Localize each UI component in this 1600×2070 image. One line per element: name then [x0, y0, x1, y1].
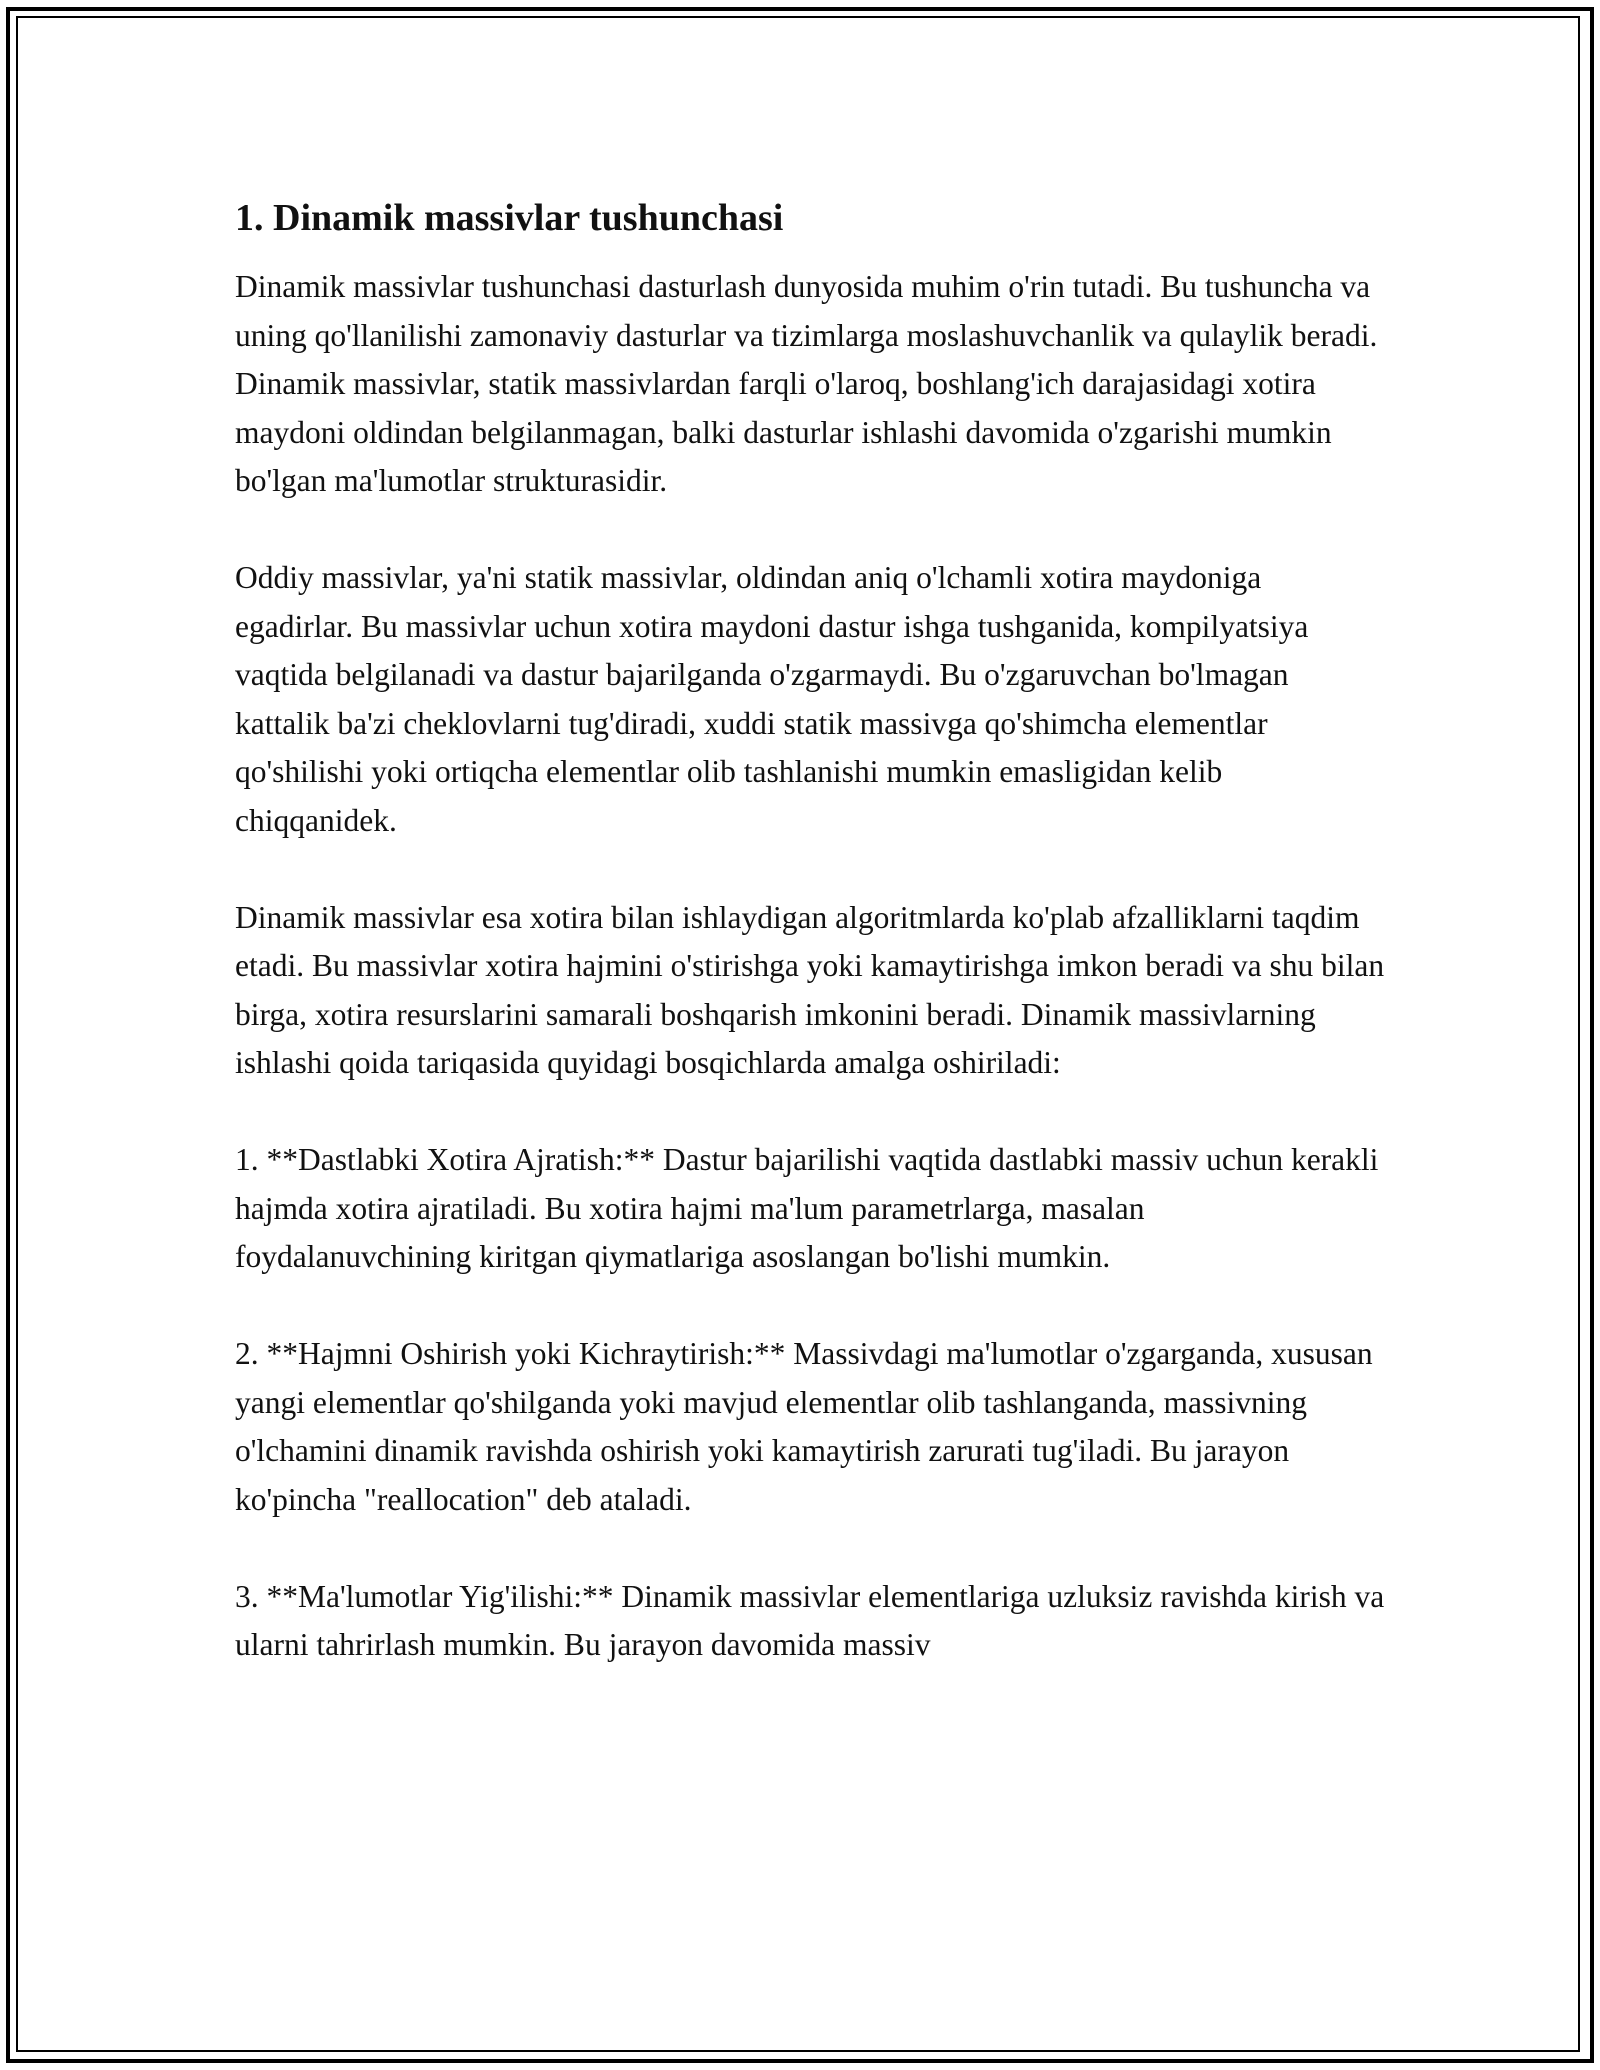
list-item-resize: 2. **Hajmni Oshirish yoki Kichraytirish:** Massivdagi ma'lumotlar o'zgarganda, xususan yangi elementlar qo'shilganda yoki mavjud elementlar olib tashlanganda, massivning o'lchamini dinamik ravishda oshirish yoki kamaytirish zarurati tug'iladi. Bu jarayon ko'pincha "reallocation" deb ataladi.	[235, 1336, 1373, 1517]
paragraph-intro: Dinamik massivlar tushunchasi dasturlash dunyosida muhim o'rin tutadi. Bu tushuncha va uning qo'llanilishi zamonaviy dasturlar va tizimlarga moslashuvchanlik va qulaylik beradi. Dinamik massivlar, statik massivlardan farqli o'laroq, boshlang'ich darajasidagi xotira maydoni oldindan belgilanmagan, balki dasturlar ishlashi davomida o'zgarishi mumkin bo'lgan ma'lumotlar strukturasidir.	[235, 269, 1378, 499]
document-body	[235, 180, 1385, 1718]
list-item-initial-allocation: 1. **Dastlabki Xotira Ajratish:** Dastur bajarilishi vaqtida dastlabki massiv uchun kerakli hajmda xotira ajratiladi. Bu xotira hajmi ma'lum parametrlarga, masalan foydalanuvchining kiritgan qiymatlariga asoslangan bo'lishi mumkin.	[235, 1142, 1379, 1275]
section-heading: 1. Dinamik massivlar tushunchasi	[235, 197, 784, 239]
paragraph-dynamic-arrays: Dinamik massivlar esa xotira bilan ishlaydigan algoritmlarda ko'plab afzalliklarni taqdim etadi. Bu massivlar xotira hajmini o'stirishga yoki kamaytirishga imkon beradi va shu bilan birga, xotira resurslarini samarali boshqarish imkonini beradi. Dinamik massivlarning ishlashi qoida tariqasida quyidagi bosqichlarda amalga oshiriladi:	[235, 899, 1385, 1081]
list-item-data-collection: 3. **Ma'lumotlar Yig'ilishi:** Dinamik massivlar elementlariga uzluksiz ravishda kirish va ularni tahrirlash mumkin. Bu jarayon davomida massiv	[235, 1578, 1385, 1663]
paragraph-static-arrays: Oddiy massivlar, ya'ni statik massivlar, oldindan aniq o'lchamli xotira maydoniga egadirlar. Bu massivlar uchun xotira maydoni dastur ishga tushganida, kompilyatsiya vaqtida belgilanadi va dastur bajarilganda o'zgarmaydi. Bu o'zgaruvchan bo'lmagan kattalik ba'zi cheklovlarni tug'diradi, xuddi statik massivga qo'shimcha elementlar qo'shilishi yoki ortiqcha elementlar olib tashlanishi mumkin emasligidan kelib chiqqanidek.	[235, 560, 1309, 838]
